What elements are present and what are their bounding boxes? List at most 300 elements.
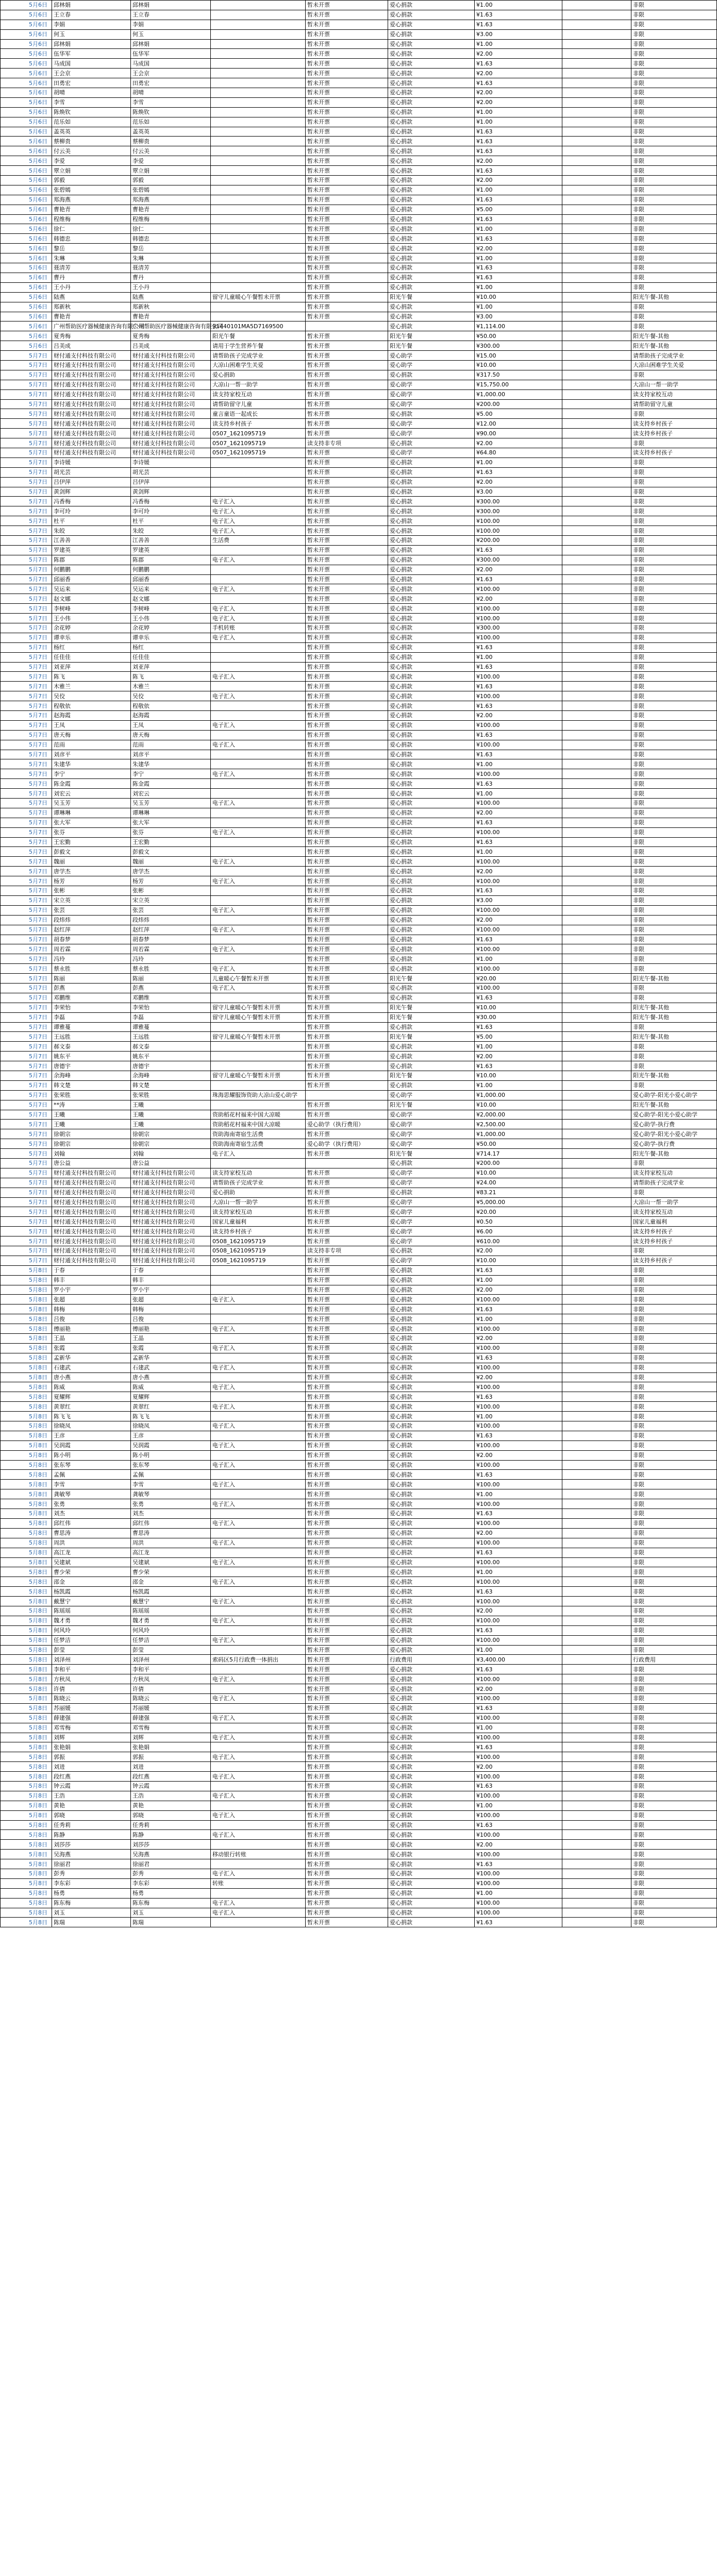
direction-cell: [562, 166, 631, 176]
payer-cell: 余花婷: [52, 623, 131, 633]
invoice-status-cell: 暂未开票: [306, 1402, 388, 1412]
table-row: [1, 682, 717, 691]
direction-cell: [562, 1470, 631, 1480]
direction-cell: [562, 156, 631, 166]
amount-cell: ¥2.00: [475, 88, 562, 98]
remark-cell: [211, 1304, 306, 1314]
remark-cell: [211, 1275, 306, 1285]
amount-cell: ¥100.00: [475, 584, 562, 594]
category-cell: 爱心捐款: [388, 623, 475, 633]
category-cell: 爱心捐款: [388, 497, 475, 506]
invoice-status-cell: 暂未开票: [306, 1489, 388, 1499]
purpose-cell: 非限: [631, 555, 717, 565]
donor-name-cell: 陈瑶瑶: [131, 1606, 211, 1616]
purpose-cell: 非限: [631, 176, 717, 185]
payer-cell: 曹艳青: [52, 312, 131, 321]
direction-cell: [562, 730, 631, 740]
category-cell: 爱心捐款: [388, 127, 475, 137]
table-row: [1, 526, 717, 536]
amount-cell: ¥50.00: [475, 331, 562, 341]
amount-cell: ¥100.00: [475, 604, 562, 614]
table-row: [1, 750, 717, 759]
remark-cell: [211, 69, 306, 78]
amount-cell: ¥100.00: [475, 1693, 562, 1703]
donor-name-cell: 刘宏云: [131, 789, 211, 799]
amount-cell: ¥1.00: [475, 1, 562, 10]
table-row: [1, 1781, 717, 1791]
donor-name-cell: 范雨: [131, 740, 211, 750]
category-cell: 爱心捐款: [388, 166, 475, 176]
payer-cell: 刘宏云: [52, 789, 131, 799]
purpose-cell: 非限: [631, 516, 717, 526]
purpose-cell: 非限: [631, 137, 717, 146]
donor-name-cell: 杨芳: [131, 876, 211, 886]
date-cell: 5月7日: [1, 594, 52, 604]
table-row: [1, 399, 717, 409]
direction-cell: [562, 1918, 631, 1927]
table-row: [1, 467, 717, 477]
donor-name-cell: 徐丽君: [131, 1859, 211, 1869]
donor-name-cell: 郑新秋: [131, 302, 211, 312]
donor-name-cell: 邱林娟: [131, 39, 211, 49]
amount-cell: ¥1.63: [475, 195, 562, 205]
purpose-cell: 大凉山一帮一助学: [631, 1197, 717, 1207]
invoice-status-cell: 暂未开票: [306, 1518, 388, 1528]
table-row: [1, 1295, 717, 1304]
date-cell: 5月7日: [1, 857, 52, 867]
donor-name-cell: 段红燕: [131, 1772, 211, 1782]
payer-cell: 陆燕: [52, 292, 131, 302]
amount-cell: ¥100.00: [475, 614, 562, 623]
amount-cell: ¥2.00: [475, 438, 562, 448]
category-cell: 爱心捐款: [388, 867, 475, 876]
payer-cell: 陈小明: [52, 1450, 131, 1460]
invoice-status-cell: 暂未开票: [306, 1227, 388, 1236]
purpose-cell: 非限: [631, 614, 717, 623]
remark-cell: 电子汇入: [211, 876, 306, 886]
date-cell: 5月7日: [1, 701, 52, 711]
table-row: [1, 1684, 717, 1694]
category-cell: 爱心捐款: [388, 789, 475, 799]
purpose-cell: 非限: [631, 1781, 717, 1791]
purpose-cell: 非限: [631, 263, 717, 273]
amount-cell: ¥1.00: [475, 954, 562, 964]
category-cell: 爱心捐款: [388, 409, 475, 419]
donor-name-cell: 谭雅蔓: [131, 1022, 211, 1032]
date-cell: 5月7日: [1, 477, 52, 487]
remark-cell: 电子汇入: [211, 1810, 306, 1820]
direction-cell: [562, 1382, 631, 1392]
table-row: [1, 740, 717, 750]
date-cell: 5月8日: [1, 1431, 52, 1440]
payer-cell: 邱红伟: [52, 1518, 131, 1528]
invoice-status-cell: 暂未开票: [306, 20, 388, 29]
payer-cell: 唐公益: [52, 1158, 131, 1168]
category-cell: 爱心助学: [388, 1217, 475, 1227]
donor-name-cell: 王曦: [131, 1100, 211, 1110]
remark-cell: 电子汇入: [211, 1713, 306, 1723]
payer-cell: 刘亚萍: [52, 662, 131, 672]
payer-cell: 何玉: [52, 29, 131, 39]
date-cell: 5月8日: [1, 1830, 52, 1840]
donor-name-cell: 聂清芳: [131, 263, 211, 273]
donor-name-cell: 邵金: [131, 1577, 211, 1587]
payer-cell: 吴海燕: [52, 1850, 131, 1859]
payer-cell: 赵红萍: [52, 925, 131, 935]
table-row: [1, 974, 717, 984]
table-row: [1, 642, 717, 652]
invoice-status-cell: 暂未开票: [306, 409, 388, 419]
purpose-cell: 非限: [631, 1324, 717, 1334]
donor-name-cell: 于春: [131, 1265, 211, 1275]
amount-cell: ¥100.00: [475, 1440, 562, 1450]
purpose-cell: 阳光午餐-其他: [631, 1003, 717, 1012]
purpose-cell: 非限: [631, 467, 717, 477]
amount-cell: ¥100.00: [475, 1460, 562, 1470]
amount-cell: ¥2.00: [475, 867, 562, 876]
direction-cell: [562, 1324, 631, 1334]
direction-cell: [562, 1665, 631, 1674]
direction-cell: [562, 1022, 631, 1032]
invoice-status-cell: 暂未开票: [306, 1791, 388, 1801]
purpose-cell: 非限: [631, 672, 717, 682]
table-row: [1, 1363, 717, 1372]
donor-name-cell: 吴海燕: [131, 1850, 211, 1859]
table-row: [1, 380, 717, 389]
purpose-cell: 非限: [631, 117, 717, 127]
direction-cell: [562, 1285, 631, 1295]
amount-cell: ¥90.00: [475, 429, 562, 438]
invoice-status-cell: 暂未开票: [306, 477, 388, 487]
donor-name-cell: 曹艳青: [131, 205, 211, 214]
table-row: [1, 925, 717, 935]
date-cell: 5月8日: [1, 1587, 52, 1597]
category-cell: 爱心捐款: [388, 1616, 475, 1625]
donor-name-cell: 谭琳琳: [131, 808, 211, 818]
date-cell: 5月7日: [1, 730, 52, 740]
direction-cell: [562, 1878, 631, 1888]
payer-cell: 陈焕钦: [52, 107, 131, 117]
date-cell: 5月8日: [1, 1440, 52, 1450]
donor-name-cell: 魏丽: [131, 857, 211, 867]
direction-cell: [562, 1772, 631, 1782]
amount-cell: ¥1.63: [475, 818, 562, 827]
direction-cell: [562, 837, 631, 847]
payer-cell: 伍华军: [52, 49, 131, 59]
invoice-status-cell: 暂未开票: [306, 779, 388, 789]
table-row: [1, 409, 717, 419]
purpose-cell: 非限: [631, 1353, 717, 1363]
invoice-status-cell: 暂未开票: [306, 1110, 388, 1120]
remark-cell: 电子汇入: [211, 497, 306, 506]
table-row: [1, 1071, 717, 1080]
purpose-cell: 非限: [631, 127, 717, 137]
invoice-status-cell: 暂未开票: [306, 282, 388, 292]
purpose-cell: 非限: [631, 69, 717, 78]
purpose-cell: 非限: [631, 370, 717, 380]
payer-cell: 赵文娜: [52, 594, 131, 604]
invoice-status-cell: 暂未开票: [306, 526, 388, 536]
remark-cell: 请帮助孩子完成学业: [211, 351, 306, 361]
purpose-cell: 非限: [631, 1343, 717, 1353]
date-cell: 5月7日: [1, 574, 52, 584]
donor-name-cell: 吴运来: [131, 584, 211, 594]
category-cell: 爱心捐款: [388, 691, 475, 701]
invoice-status-cell: 暂未开票: [306, 1080, 388, 1090]
date-cell: 5月8日: [1, 1703, 52, 1713]
payer-cell: 韩梅: [52, 1304, 131, 1314]
amount-cell: ¥100.00: [475, 905, 562, 915]
amount-cell: ¥100.00: [475, 1791, 562, 1801]
table-row: [1, 799, 717, 808]
direction-cell: [562, 321, 631, 331]
purpose-cell: 非限: [631, 214, 717, 224]
table-row: [1, 1499, 717, 1509]
donor-name-cell: 财付通支付科技有限公司: [131, 1168, 211, 1178]
category-cell: 爱心助学: [388, 1120, 475, 1129]
donor-name-cell: 韩梅: [131, 1304, 211, 1314]
payer-cell: 李雪: [52, 97, 131, 107]
remark-cell: [211, 1100, 306, 1110]
payer-cell: 谭幸乐: [52, 633, 131, 642]
remark-cell: 电子汇入: [211, 1772, 306, 1782]
table-row: [1, 166, 717, 176]
table-row: [1, 895, 717, 905]
remark-cell: [211, 847, 306, 857]
category-cell: 爱心捐款: [388, 847, 475, 857]
table-row: [1, 1022, 717, 1032]
invoice-status-cell: 暂未开票: [306, 78, 388, 88]
direction-cell: [562, 779, 631, 789]
invoice-status-cell: 暂未开票: [306, 750, 388, 759]
table-row: [1, 555, 717, 565]
category-cell: 爱心捐款: [388, 516, 475, 526]
table-row: [1, 360, 717, 370]
purpose-cell: 非限: [631, 1762, 717, 1772]
table-row: [1, 1392, 717, 1402]
invoice-status-cell: 暂未开票: [306, 1645, 388, 1655]
date-cell: 5月8日: [1, 1489, 52, 1499]
amount-cell: ¥3.00: [475, 312, 562, 321]
direction-cell: [562, 1733, 631, 1742]
direction-cell: [562, 1100, 631, 1110]
category-cell: 爱心捐款: [388, 1509, 475, 1519]
amount-cell: ¥300.00: [475, 623, 562, 633]
category-cell: 爱心捐款: [388, 876, 475, 886]
date-cell: 5月8日: [1, 1810, 52, 1820]
remark-cell: [211, 594, 306, 604]
payer-cell: 刘辉: [52, 1733, 131, 1742]
payer-cell: 财付通支付科技有限公司: [52, 351, 131, 361]
remark-cell: 大凉山一帮一助学: [211, 380, 306, 389]
purpose-cell: 非限: [631, 1421, 717, 1431]
direction-cell: [562, 662, 631, 672]
donor-name-cell: 邓鹏维: [131, 993, 211, 1003]
payer-cell: 吴润霞: [52, 1440, 131, 1450]
purpose-cell: 非限: [631, 1635, 717, 1645]
purpose-cell: 非限: [631, 1246, 717, 1256]
remark-cell: [211, 205, 306, 214]
date-cell: 5月8日: [1, 1304, 52, 1314]
table-row: [1, 993, 717, 1003]
donor-name-cell: 朱琳: [131, 253, 211, 263]
date-cell: 5月7日: [1, 818, 52, 827]
invoice-status-cell: 暂未开票: [306, 497, 388, 506]
table-row: [1, 1450, 717, 1460]
remark-cell: [211, 1684, 306, 1694]
date-cell: 5月7日: [1, 799, 52, 808]
category-cell: 爱心捐款: [388, 1693, 475, 1703]
invoice-status-cell: 暂未开票: [306, 97, 388, 107]
invoice-status-cell: 暂未开票: [306, 915, 388, 925]
donor-name-cell: 李和平: [131, 1665, 211, 1674]
payer-cell: 刘彦平: [52, 750, 131, 759]
purpose-cell: 非限: [631, 789, 717, 799]
payer-cell: 张彬: [52, 886, 131, 896]
direction-cell: [562, 1781, 631, 1791]
remark-cell: 电子汇入: [211, 1518, 306, 1528]
table-row: [1, 1314, 717, 1324]
donor-name-cell: 陈丽: [131, 974, 211, 984]
remark-cell: 爱心捐助: [211, 1188, 306, 1197]
purpose-cell: 非限: [631, 88, 717, 98]
direction-cell: [562, 1080, 631, 1090]
category-cell: 爱心捐款: [388, 1402, 475, 1412]
amount-cell: ¥2.00: [475, 49, 562, 59]
remark-cell: 大凉山困难学生关爱: [211, 360, 306, 370]
amount-cell: ¥5.00: [475, 1032, 562, 1042]
payer-cell: 孟佩: [52, 1470, 131, 1480]
payer-cell: 张芸: [52, 905, 131, 915]
date-cell: 5月7日: [1, 711, 52, 721]
date-cell: 5月7日: [1, 779, 52, 789]
purpose-cell: 非限: [631, 1840, 717, 1850]
payer-cell: 杜平: [52, 516, 131, 526]
donor-name-cell: 郭晓: [131, 1810, 211, 1820]
date-cell: 5月8日: [1, 1840, 52, 1850]
amount-cell: ¥10.00: [475, 292, 562, 302]
payer-cell: 黄剑辉: [52, 487, 131, 497]
category-cell: 爱心捐款: [388, 117, 475, 127]
table-row: [1, 370, 717, 380]
remark-cell: [211, 1061, 306, 1071]
amount-cell: ¥1.00: [475, 1567, 562, 1577]
invoice-status-cell: 暂未开票: [306, 380, 388, 389]
direction-cell: [562, 88, 631, 98]
category-cell: 爱心捐款: [388, 808, 475, 818]
payer-cell: 吕美成: [52, 341, 131, 351]
table-row: [1, 1830, 717, 1840]
payer-cell: 赵海霞: [52, 711, 131, 721]
date-cell: 5月8日: [1, 1908, 52, 1918]
category-cell: 爱心捐款: [388, 370, 475, 380]
purpose-cell: 非限: [631, 1538, 717, 1548]
donor-name-cell: 吴润霞: [131, 1440, 211, 1450]
donor-name-cell: 彭毅文: [131, 847, 211, 857]
remark-cell: [211, 750, 306, 759]
remark-cell: [211, 1645, 306, 1655]
category-cell: 阳光午餐: [388, 1032, 475, 1042]
direction-cell: [562, 1538, 631, 1548]
remark-cell: 电子汇入: [211, 1869, 306, 1879]
amount-cell: ¥100.00: [475, 1772, 562, 1782]
date-cell: 5月8日: [1, 1265, 52, 1275]
remark-cell: [211, 477, 306, 487]
amount-cell: ¥1.63: [475, 1470, 562, 1480]
payer-cell: 张超: [52, 1295, 131, 1304]
payer-cell: 彭燕: [52, 983, 131, 993]
invoice-status-cell: 暂未开票: [306, 399, 388, 409]
purpose-cell: 非限: [631, 701, 717, 711]
direction-cell: [562, 49, 631, 59]
remark-cell: 请帮助孩子完成学业: [211, 1178, 306, 1188]
remark-cell: 资助海南寄宿生活费: [211, 1139, 306, 1149]
date-cell: 5月6日: [1, 69, 52, 78]
direction-cell: [562, 419, 631, 429]
table-row: [1, 1480, 717, 1489]
payer-cell: 彭秀: [52, 1869, 131, 1879]
date-cell: 5月7日: [1, 1188, 52, 1197]
category-cell: 爱心助学: [388, 1090, 475, 1100]
remark-cell: [211, 244, 306, 253]
date-cell: 5月8日: [1, 1752, 52, 1762]
donor-name-cell: 唐学杰: [131, 867, 211, 876]
invoice-status-cell: 暂未开票: [306, 614, 388, 623]
remark-cell: 电子汇入: [211, 526, 306, 536]
donor-name-cell: 吴建斌: [131, 1557, 211, 1567]
direction-cell: [562, 1713, 631, 1723]
purpose-cell: 非限: [631, 1772, 717, 1782]
remark-cell: 电子汇入: [211, 769, 306, 779]
table-row: [1, 1557, 717, 1567]
amount-cell: ¥100.00: [475, 1421, 562, 1431]
purpose-cell: 非限: [631, 759, 717, 769]
remark-cell: 电子汇入: [211, 944, 306, 954]
direction-cell: [562, 1421, 631, 1431]
category-cell: 阳光午餐: [388, 1100, 475, 1110]
table-row: [1, 1460, 717, 1470]
category-cell: 爱心捐款: [388, 244, 475, 253]
amount-cell: ¥6.00: [475, 1227, 562, 1236]
direction-cell: [562, 282, 631, 292]
direction-cell: [562, 1830, 631, 1840]
invoice-status-cell: 暂未开票: [306, 1285, 388, 1295]
amount-cell: ¥1.00: [475, 1801, 562, 1810]
remark-cell: [211, 1625, 306, 1635]
table-row: [1, 905, 717, 915]
payer-cell: 黄翠红: [52, 1402, 131, 1412]
category-cell: 爱心助学: [388, 1139, 475, 1149]
purpose-cell: 非限: [631, 29, 717, 39]
category-cell: 阳光午餐: [388, 1012, 475, 1022]
date-cell: 5月6日: [1, 29, 52, 39]
date-cell: 5月7日: [1, 1139, 52, 1149]
purpose-cell: 非限: [631, 1450, 717, 1460]
purpose-cell: 非限: [631, 166, 717, 176]
amount-cell: ¥10.00: [475, 1003, 562, 1012]
remark-cell: 电子汇入: [211, 1635, 306, 1645]
category-cell: 爱心捐款: [388, 799, 475, 808]
remark-cell: [211, 1022, 306, 1032]
date-cell: 5月7日: [1, 555, 52, 565]
table-row: [1, 857, 717, 867]
category-cell: 爱心捐款: [388, 1285, 475, 1295]
amount-cell: ¥1.63: [475, 1022, 562, 1032]
invoice-status-cell: 暂未开票: [306, 672, 388, 682]
table-row: [1, 847, 717, 857]
direction-cell: [562, 1801, 631, 1810]
remark-cell: 电子汇入: [211, 1557, 306, 1567]
